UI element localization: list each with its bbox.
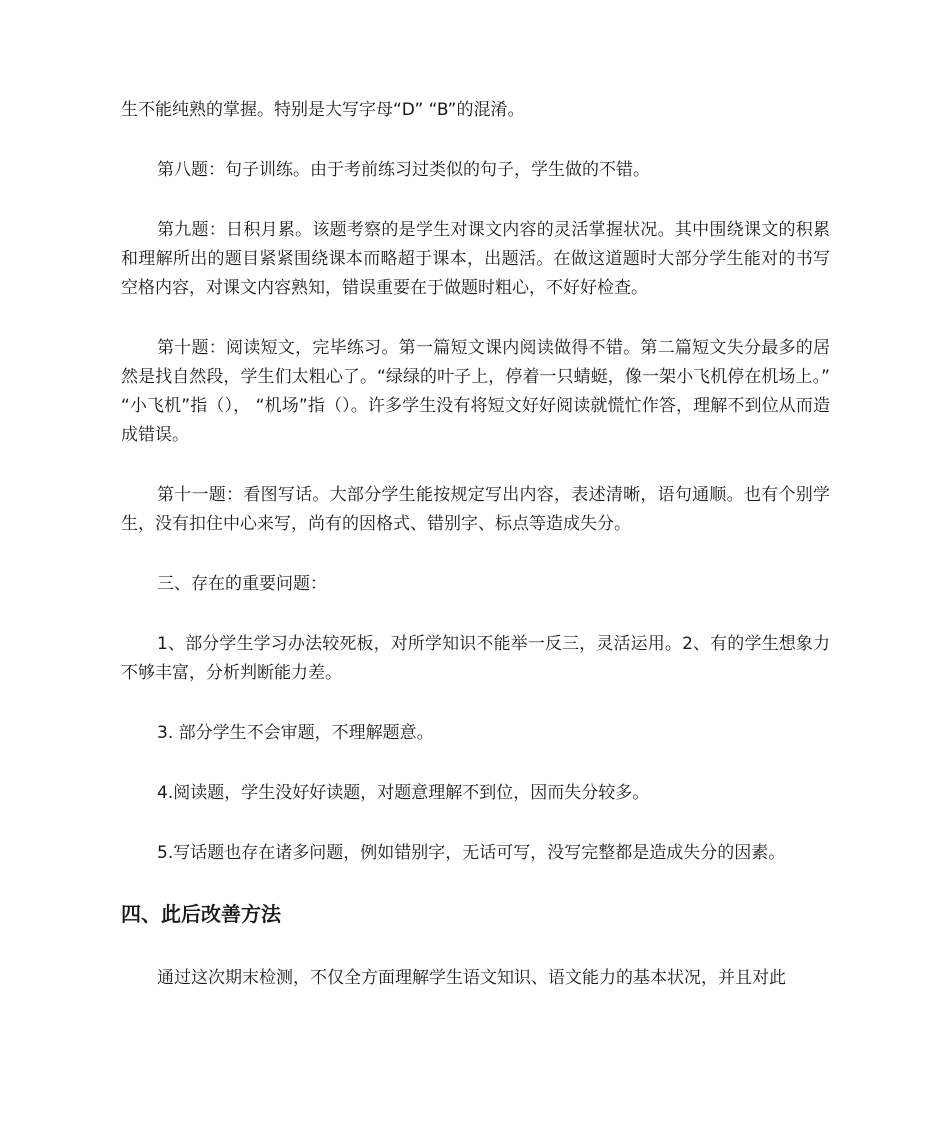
paragraph-question-10: 第十题：阅读短文，完毕练习。第一篇短文课内阅读做得不错。第二篇短文失分最多的居然是找自然段，学生们太粗心了。“绿绿的叶子上，停着一只蜻蜓，像一架小飞机停在机场上。” “小飞机”指（）， “机场”指（）。许多学生没有将短文好好阅读就慌忙作答，理解不到位从而造成错误。: [121, 338, 830, 445]
paragraph-question-9: 第九题：日积月累。该题考察的是学生对课文内容的灵活掌握状况。其中围绕课文的积累和理解所出的题目紧紧围绕课本而略超于课本，出题活。在做这道题时大部分学生能对的书写空格内容，对课文内容熟知，错误重要在于做题时粗心，不好好检查。: [121, 220, 830, 298]
section-title-problems: 三、存在的重要问题：: [157, 574, 327, 594]
section-heading-improvement: 四、此后改善方法: [121, 902, 281, 926]
paragraph-continuation: 生不能纯熟的掌握。特别是大写字母“D” “B”的混淆。: [121, 100, 525, 120]
paragraph-question-8: 第八题：句子训练。由于考前练习过类似的句子，学生做的不错。: [157, 160, 650, 180]
paragraph-question-11: 第十一题：看图写话。大部分学生能按规定写出内容，表述清晰，语句通顺。也有个别学生，没有扣住中心来写，尚有的因格式、错别字、标点等造成失分。: [121, 485, 830, 534]
paragraph-improvement-intro: 通过这次期末检测，不仅全方面理解学生语文知识、语文能力的基本状况，并且对此: [157, 968, 786, 988]
problem-item-1-2: 1、部分学生学习办法较死板，对所学知识不能举一反三，灵活运用。2、有的学生想象力不够丰富，分析判断能力差。: [121, 634, 830, 683]
problem-item-5: 5.写话题也存在诸多问题，例如错别字，无话可写，没写完整都是造成失分的因素。: [157, 843, 786, 863]
problem-item-4: 4.阅读题，学生没好好读题，对题意理解不到位，因而失分较多。: [157, 783, 650, 803]
problem-item-3: 3. 部分学生不会审题，不理解题意。: [157, 723, 434, 743]
